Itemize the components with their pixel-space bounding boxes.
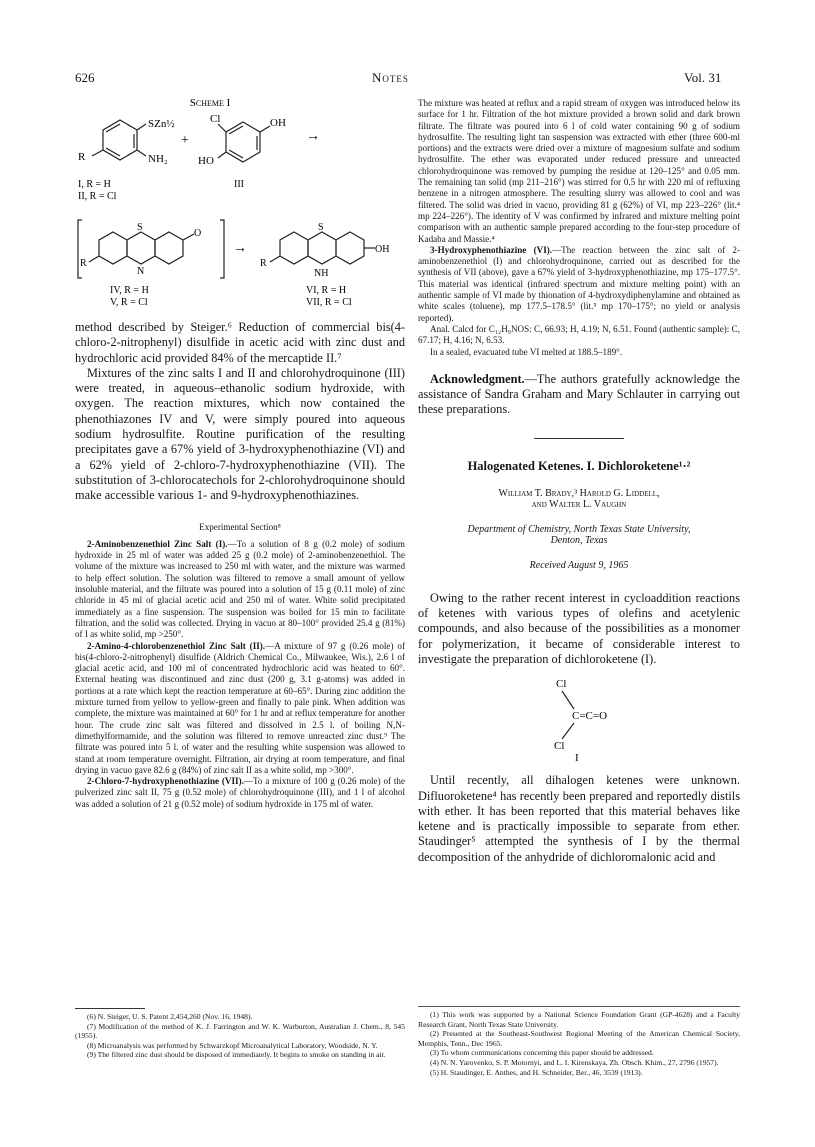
compound-vii-heading: 2-Chloro-7-hydroxyphenothiazine (VII).	[87, 776, 244, 787]
analysis-line: Anal. Calcd for C₁₂H₉NOS: C, 66.93; H, 4.19; N, 6.51. Found (authentic sample): C, 67.17; H, 4.16; N, 6.53.	[418, 323, 740, 346]
r-label-3: R	[260, 258, 267, 269]
compound-vi-heading: 3-Hydroxyphenothiazine (VI).	[430, 244, 553, 255]
structure-label: I	[575, 752, 579, 764]
authors-line-2: and Walter L. Vaughn	[531, 498, 627, 510]
sealed-tube-line: In a sealed, evacuated tube VI melted at 188.5–189°.	[430, 346, 623, 357]
left-bracket	[78, 220, 82, 278]
scheme-diagram	[70, 92, 415, 317]
phenothiazone-ring-a	[99, 232, 127, 264]
caption-compound-vii: VII, R = Cl	[306, 297, 352, 308]
experimental-compound-ii	[75, 641, 405, 777]
right-bracket	[220, 220, 224, 278]
experimental-heading: Experimental Section⁸	[199, 521, 281, 532]
authors-line-1: William T. Brady,³ Harold G. Liddell,	[498, 487, 660, 499]
footnote: (5) H. Staudinger, E. Anthes, and H. Schneider, Ber., 46, 3539 (1913).	[430, 1067, 643, 1077]
footnote: (9) The filtered zinc dust should be disposed of immediately. It begins to smoke on standing in air.	[87, 1050, 386, 1060]
affiliation-line-1: Department of Chemistry, North Texas State University,	[467, 523, 691, 535]
chlorohydroquinone-ring	[226, 122, 260, 162]
structure-cl-top: Cl	[556, 678, 567, 691]
phenothiazine-ring-b	[308, 232, 336, 264]
footnote-rule-right	[418, 1006, 740, 1007]
footnote: (8) Microanalysis was performed by Schwarzkopf Microanalytical Laboratory, Woodside, N. Y.	[87, 1040, 378, 1050]
phenothiazone-ring-b	[127, 232, 155, 264]
procedure-continued: The mixture was heated at reflux and a rapid stream of oxygen was introduced below its surface for 1 hr. Filtration of the hot mixture provided a brown solid and dark brown filtrate. The filtrate was poured into 6 l of cold water containing 90 g of sodium hydrosulfite. The resulting light tan suspension was extracted with ether (three 600-ml portions) and the extracts were dried over a mixture of magnesium sulfate and sodium hydrosulfite. The ether was evaporated under reduced pressure and unreacted chlorohydroquinone was removed by pumping the residue at 120–125° and 0.05 mm. The remaining tan solid (mp 211–216°) was stirred for 0.5 hr with 220 ml of refluxing benzene in a nitrogen atmosphere. The resulting slurry was allowed to cool and was filtered. The solid was dried in vacuo, providing 81 g (62%) of VI, mp 223–226° (lit.⁴ mp 224–226°). The identity of V was confirmed by infrared and mixture melting point comparison with an authentic sample prepared according to the four-step procedure of Kadaba and Massie.⁴	[418, 98, 740, 244]
received-date: Received August 9, 1965	[529, 559, 629, 571]
caption-compound-vi: VI, R = H	[306, 285, 347, 296]
acknowledgment-text: —The authors gratefully acknowledge the assistance of Sandra Graham and Mary Schlauter in carrying out these preparations.	[418, 371, 740, 417]
right-column	[418, 98, 740, 865]
cl-label: Cl	[210, 113, 221, 125]
page-number: 626	[75, 70, 95, 85]
article-paragraph-1: Owing to the rather recent interest in cycloaddition reactions of ketenes with various types of olefins and acetylenic compounds, and also because of the possibilities as a monomer for polymerization, it became of considerable interest to investigate the preparation of dichloroketene (I).	[418, 590, 740, 666]
footnote: (6) N. Steiger, U. S. Patent 2,454,260 (Nov. 16, 1948).	[87, 1012, 253, 1021]
article-separator	[534, 438, 624, 439]
footnote: (1) This work was supported by a National Science Foundation Grant (GP-4628) and a Faculty Research Grant, North Texas State University.	[418, 1010, 740, 1029]
r-label-2: R	[80, 258, 87, 269]
caption-compound-iv: IV, R = H	[110, 285, 149, 296]
compound-i-heading: 2-Aminobenzenethiol Zinc Salt (I).	[87, 538, 228, 549]
r-label: R	[78, 151, 86, 163]
running-head: Notes	[372, 70, 409, 85]
caption-compound-v: V, R = Cl	[110, 297, 148, 308]
scheme-title: Scheme I	[189, 97, 231, 109]
ho-label: HO	[198, 155, 214, 167]
article-paragraph-2: Until recently, all dihalogen ketenes were unknown. Difluoroketene⁴ has recently been prepared and reportedly distils with ether. It has been reported that this material behaves like ketene and is practically impossible to separate from ether. Staudinger⁵ attempted the synthesis of I by the thermal decomposition of the anhydride of dichloromalonic acid and	[418, 773, 740, 864]
footnote: (4) N. N. Yarovenko, S. P. Motornyi, and L. I. Kirenskaya, Zh. Obsch. Khim., 27, 2796 (1957).	[430, 1057, 719, 1067]
plus-sign: +	[181, 133, 189, 148]
left-footnotes	[75, 1012, 405, 1060]
intro-paragraph-2: Mixtures of the zinc salts I and II and chlorohydroquinone (III) were treated, in aqueous–ethanolic sodium hydroxide, with oxygen. The reaction mixtures, which now contained the phenothiazones IV and V, were simply poured into aqueous sodium hydrosulfite. Routine purification of the resulting precipitates gave a 67% yield of 3-hydroxyphenothiazine (VI) and a 62% yield of 2-chloro-7-hydroxyphenothiazine (VII). The substitution of 3-chlorocatechols for 2-chlorohydroquinone should make accessible various 1- and 9-hydroxyphenothiazines.	[75, 365, 405, 503]
experimental-compound-vii	[75, 776, 405, 810]
nh2-label: NH₂	[148, 153, 168, 165]
caption-compound-ii: II, R = Cl	[78, 191, 117, 202]
phenothiazine-ring-c	[336, 232, 364, 264]
reaction-arrow-2: →	[233, 241, 247, 256]
aminothiol-ring	[103, 120, 137, 160]
caption-compound-i: I, R = H	[78, 179, 111, 190]
intro-paragraph-1: method described by Steiger.⁶ Reduction of commercial bis(4-chloro-2-nitrophenyl) disulfide in acetic acid with zinc dust and hydrochloric acid provided 84% of the mercaptide II.⁷	[75, 320, 405, 365]
compound-vi-text: —The reaction between the zinc salt of 2-aminobenzenethiol (I) and chlorohydroquinone, carried out as described for the synthesis of VII (above), gave a 67% yield of 3-hydroxyphenothiazine, mp 175–177.5°. This material was identical (infrared spectrum and mixture melting point) with an authentic sample of VI made by thionation of 4-hydroxydiphenylamine and obtained as white scales (toluene), mp 177.5–178.5° (lit.⁵ mp 170–175°; no yield or analysis reported).	[418, 244, 741, 323]
compound-ii-text: —A mixture of 97 g (0.26 mole) of bis(4-chloro-2-nitrophenyl) disulfide (Aldrich Chemical Co., Milwaukee, Wis.), 2.6 l of glacial acetic acid, and 100 ml of concentrated hydrochloric acid was heated to 60°. External heating was discontinued and zinc dust (200 g, 3.1 g-atoms) was added in portions at a rate which kept the reaction temperature at 60–65°. During zinc addition the mixture turned from yellow to yellow-green and finally to pale pink. When addition was complete, the mixture was maintained at 60° for 1 hr and at reflux temperature for another hour. The crude zinc salt was filtered and dissolved in 2.5 l. of boiling N,N-dimethylformamide, and the solution was filtered to remove unreacted zinc dust.⁹ The filtrate was poured into 5 l. of water and the resulting white suspension was allowed to stand at room temperature overnight. Filtration, air drying at room temperature, and final drying in vacuo gave 82.6 g (84%) of zinc salt II as a white solid, mp >300°.	[75, 640, 405, 775]
experimental-compound-vi	[418, 245, 740, 324]
n-label: N	[137, 266, 145, 277]
right-footnotes	[418, 1010, 740, 1077]
phenothiazone-ring-c	[155, 232, 183, 264]
footnote: (7) Modification of the method of K. J. Farrington and W. K. Warburton, Australian J. Chem., 8, 545 (1955).	[75, 1021, 405, 1041]
compound-ii-heading: 2-Amino-4-chlorobenzenethiol Zinc Salt (II).	[87, 640, 266, 651]
dichloroketene-structure	[528, 675, 648, 763]
szn-label: SZn½	[148, 118, 175, 130]
s-label: S	[137, 222, 143, 233]
structure-formula: C=C=O	[572, 710, 608, 723]
experimental-compound-i	[75, 539, 405, 641]
o-label: O	[194, 228, 202, 239]
footnote: (2) Presented at the Southeast-Southwest Regional Meeting of the American Chemical Society, Memphis, Tenn., Dec 1965.	[418, 1029, 740, 1048]
volume-label: Vol. 31	[684, 70, 722, 85]
s-label-2: S	[318, 222, 324, 233]
reaction-arrow-1: →	[306, 129, 320, 144]
compound-vii-text: —To a mixture of 100 g (0.26 mole) of the pulverized zinc salt II, 75 g (0.52 mole) of chlorohydroquinone (III), and 1 l of alcohol was added a solution of 21 g (0.52 mole) of sodium hydroxide in 175 ml of water.	[75, 776, 405, 809]
structure-cl-bottom: Cl	[554, 740, 565, 753]
footnote-rule-left	[75, 1008, 145, 1009]
phenothiazine-ring-a	[280, 232, 308, 264]
acknowledgment	[418, 372, 740, 418]
article-title: Halogenated Ketenes. I. Dichloroketene¹·²	[467, 458, 691, 473]
affiliation-line-2: Denton, Texas	[550, 534, 608, 546]
compound-i-text: —To a solution of 8 g (0.2 mole) of sodium hydroxide in 25 ml of water was added 25 g (0.2 mole) of 2-aminobenzenethiol. The volume of the mixture was increased to 250 ml with water, and the mixture was warmed to help effect solution. The solution was filtered to remove a small amount of yellow insoluble material, and the filtrate was poured into a solution of 15 g (0.11 mole) of zinc chloride in 45 ml of glacial acetic acid and 250 ml of water. White solid precipitated immediately as a fine suspension. The suspension was boiled for 15 min to facilitate filtration, and the solid was collected. Drying in vacuo at 80–100° provided 25.4 g (81%) of I as white solid, mp >250°.	[75, 538, 405, 640]
nh-label: NH	[314, 268, 329, 279]
oh-label-2: OH	[375, 244, 390, 255]
oh-label: OH	[270, 117, 286, 129]
acknowledgment-heading: Acknowledgment.	[430, 371, 525, 386]
footnote: (3) To whom communications concerning this paper should be addressed.	[430, 1048, 654, 1058]
left-column	[75, 320, 405, 810]
caption-compound-iii: III	[234, 179, 244, 190]
